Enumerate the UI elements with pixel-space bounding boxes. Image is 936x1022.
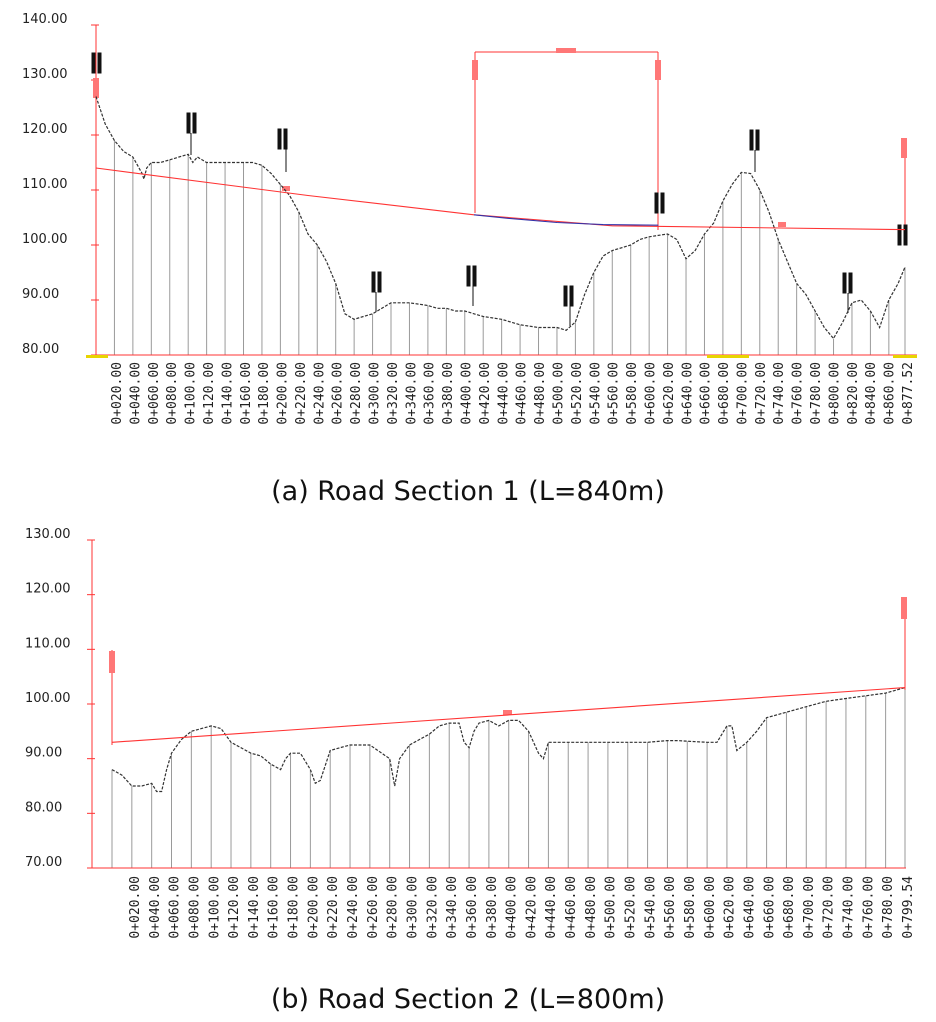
x-tick-label: 0+160.00 [238, 362, 254, 425]
y-tick-label: 110.00 [25, 636, 71, 652]
panel-a-series [96, 97, 905, 339]
x-tick-label: 0+360.00 [464, 876, 480, 939]
panel-a-annotation-marks [93, 48, 907, 230]
x-tick-label: 0+100.00 [207, 876, 223, 939]
x-tick-label: 0+200.00 [306, 876, 322, 939]
x-tick-label: 0+140.00 [246, 876, 262, 939]
panel-a-road-section-1 [22, 12, 917, 507]
x-tick-label: 0+600.00 [702, 876, 718, 939]
x-tick-label: 0+380.00 [441, 362, 457, 425]
y-tick-label: 70.00 [25, 855, 63, 870]
x-tick-label: 0+460.00 [564, 876, 580, 939]
x-tick-label: 0+040.00 [128, 362, 144, 425]
x-tick-label: 0+040.00 [147, 876, 163, 939]
x-tick-label: 0+760.00 [790, 362, 806, 425]
x-tick-label: 0+500.00 [551, 362, 567, 425]
x-tick-label: 0+440.00 [544, 876, 560, 939]
x-tick-label: 0+560.00 [663, 876, 679, 939]
x-tick-label: 0+100.00 [183, 362, 199, 425]
panel-b-road-section-2 [25, 527, 916, 1015]
y-tick-label: 120.00 [25, 581, 71, 597]
x-tick-label: 0+260.00 [365, 876, 381, 939]
x-tick-label: 0+840.00 [864, 362, 880, 425]
x-tick-label: 0+240.00 [346, 876, 362, 939]
x-tick-label: 0+740.00 [841, 876, 857, 939]
y-tick-label: 80.00 [25, 800, 63, 816]
x-tick-label: 0+360.00 [422, 362, 438, 425]
x-tick-label: 0+700.00 [801, 876, 817, 939]
x-tick-label: 0+120.00 [201, 362, 217, 425]
x-tick-label: 0+877.52 [901, 362, 916, 425]
x-tick-label: 0+720.00 [753, 362, 769, 425]
x-tick-label: 0+820.00 [845, 362, 861, 425]
x-tick-label: 0+320.00 [385, 362, 401, 425]
x-tick-label: 0+660.00 [762, 876, 778, 939]
x-tick-label: 0+220.00 [293, 362, 309, 425]
x-tick-label: 0+380.00 [484, 876, 500, 939]
y-tick-label: 130.00 [22, 67, 68, 82]
x-tick-label: 0+680.00 [717, 362, 733, 425]
x-tick-label: 0+160.00 [266, 876, 282, 939]
x-tick-label: 0+620.00 [661, 362, 677, 425]
panel-b-x-ticks [128, 876, 916, 939]
x-tick-label: 0+080.00 [165, 362, 181, 425]
x-tick-label: 0+800.00 [827, 362, 843, 425]
y-tick-label: 110.00 [22, 177, 68, 192]
x-tick-label: 0+180.00 [286, 876, 302, 939]
x-tick-label: 0+640.00 [680, 362, 696, 425]
x-tick-label: 0+780.00 [809, 362, 825, 425]
y-tick-label: 140.00 [22, 12, 68, 27]
x-tick-label: 0+860.00 [882, 362, 898, 425]
y-tick-label: 90.00 [22, 287, 60, 302]
x-tick-label: 0+020.00 [110, 362, 125, 425]
x-tick-label: 0+440.00 [496, 362, 512, 425]
x-tick-label: 0+680.00 [782, 876, 798, 939]
x-tick-label: 0+500.00 [603, 876, 619, 939]
y-tick-label: 100.00 [22, 232, 68, 247]
x-tick-label: 0+320.00 [425, 876, 441, 939]
x-tick-label: 0+600.00 [643, 362, 659, 425]
x-tick-label: 0+020.00 [128, 876, 143, 939]
panel-b-annotation-marks [109, 597, 907, 745]
x-tick-label: 0+580.00 [682, 876, 698, 939]
panel-b-y-ticks [25, 527, 95, 870]
vertical-curve-line [474, 215, 658, 225]
x-tick-label: 0+560.00 [606, 362, 622, 425]
x-tick-label: 0+080.00 [187, 876, 203, 939]
y-tick-label: 100.00 [25, 691, 71, 706]
x-tick-label: 0+260.00 [330, 362, 346, 425]
x-tick-label: 0+400.00 [459, 362, 475, 425]
x-tick-label: 0+140.00 [220, 362, 236, 425]
x-tick-label: 0+400.00 [504, 876, 520, 939]
panel-a-x-ticks [110, 362, 916, 425]
y-tick-label: 120.00 [22, 122, 68, 137]
x-tick-label: 0+580.00 [625, 362, 641, 425]
x-tick-label: 0+520.00 [569, 362, 585, 425]
x-tick-label: 0+280.00 [385, 876, 401, 939]
panel-a-survey-markers [92, 53, 907, 326]
x-tick-label: 0+220.00 [326, 876, 342, 939]
x-tick-label: 0+799.54 [901, 876, 916, 939]
x-tick-label: 0+420.00 [524, 876, 540, 939]
x-tick-label: 0+520.00 [623, 876, 639, 939]
y-tick-label: 130.00 [25, 527, 71, 542]
y-tick-label: 90.00 [25, 745, 63, 761]
x-tick-label: 0+720.00 [821, 876, 837, 939]
y-tick-label: 80.00 [22, 342, 60, 357]
panel-b-caption: (b) Road Section 2 (L=800m) [270, 984, 666, 1015]
x-tick-label: 0+540.00 [588, 362, 604, 425]
x-tick-label: 0+740.00 [772, 362, 788, 425]
x-tick-label: 0+300.00 [405, 876, 421, 939]
x-tick-label: 0+280.00 [349, 362, 365, 425]
x-tick-label: 0+540.00 [643, 876, 659, 939]
x-tick-label: 0+780.00 [881, 876, 897, 939]
x-tick-label: 0+420.00 [477, 362, 493, 425]
x-tick-label: 0+480.00 [533, 362, 549, 425]
x-tick-label: 0+620.00 [722, 876, 738, 939]
grade-line [96, 168, 905, 230]
x-tick-label: 0+060.00 [146, 362, 162, 425]
x-tick-label: 0+200.00 [275, 362, 291, 425]
x-tick-label: 0+340.00 [404, 362, 420, 425]
x-tick-label: 0+660.00 [698, 362, 714, 425]
x-tick-label: 0+060.00 [167, 876, 183, 939]
panel-a-y-ticks [22, 12, 99, 357]
x-tick-label: 0+240.00 [312, 362, 328, 425]
x-tick-label: 0+120.00 [227, 876, 243, 939]
x-tick-label: 0+300.00 [367, 362, 383, 425]
x-tick-label: 0+340.00 [445, 876, 461, 939]
x-tick-label: 0+480.00 [583, 876, 599, 939]
x-tick-label: 0+180.00 [257, 362, 273, 425]
x-tick-label: 0+640.00 [742, 876, 758, 939]
x-tick-label: 0+460.00 [514, 362, 530, 425]
x-tick-label: 0+760.00 [861, 876, 877, 939]
x-tick-label: 0+700.00 [735, 362, 751, 425]
panel-a-caption: (a) Road Section 1 (L=840m) [271, 476, 665, 507]
